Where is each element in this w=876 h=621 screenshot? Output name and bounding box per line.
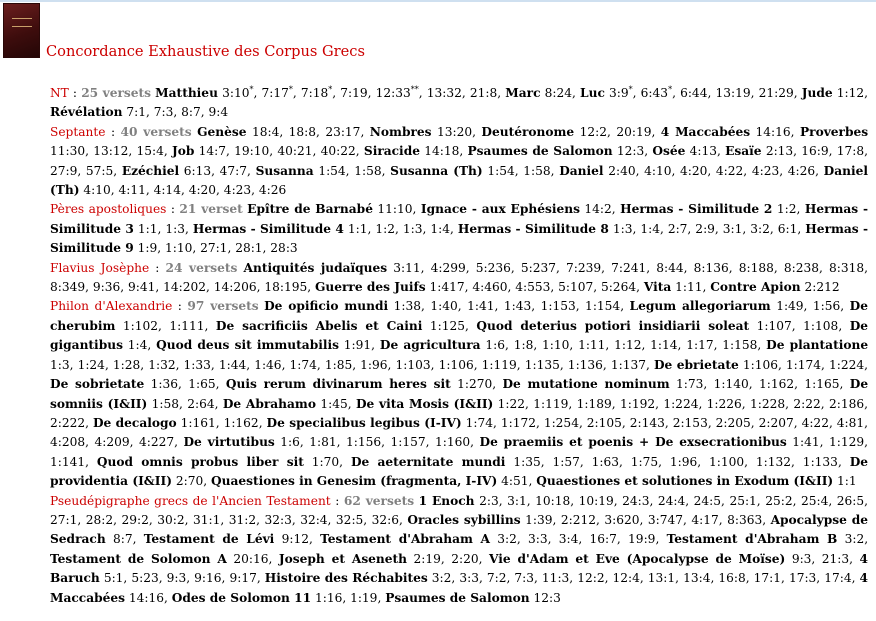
verse-refs: 12:3 [616,144,645,159]
verse-refs: 1:11 [675,280,703,295]
corpus-name[interactable]: Pères apostoliques [50,202,167,217]
work-title[interactable]: Testament d'Abraham A [320,532,490,547]
corpus-section: Septante : 40 versets Genèse 18:4, 18:8, 23:17, Nombres 13:20, Deutéronome 12:2, 20:19, 4 Maccabées 14:16, Proverbes 11:30, 13:12, 15:4, Job 14:7, 19:10, 40:21, 40:22, Siracide 14:18, Psaumes de Salomon 12:3, Osée 4:13, Esaïe 2:13, 16:9, 17:8, 27:9, 57:5, Ezéchiel 6:13, 47:7, Susanna 1:54, 1:58, Susanna (Th) 1:54, 1:58, Daniel 2:40, 4:10, 4:20, 4:22, 4:23, 4:26, Daniel (Th) 4:10, 4:11, 4:14, 4:20, 4:23, 4:26 [50,124,869,198]
work-title[interactable]: De ebrietate [653,357,739,372]
work-title[interactable]: 4 Maccabées [50,571,869,605]
work-title[interactable]: Susanna [255,163,314,178]
verse-refs: 1:70 [311,454,340,469]
verse-refs: 1:12 [836,86,865,100]
work-title[interactable]: Odes de Solomon 11 [171,590,312,605]
verse-refs: 20:16 [233,551,269,566]
verse-refs: 1:35, 1:57, 1:63, 1:75, 1:96, 1:100, 1:132, 1:133 [513,454,838,469]
verse-refs: 1:49, 1:56 [776,299,841,314]
work-title[interactable]: Révélation [50,105,123,120]
verse-refs: 4:51 [501,474,529,489]
verse-refs: 2:40, 4:10, 4:20, 4:22, 4:23, 4:26 [608,163,816,178]
verse-count: 21 verset [179,202,243,217]
work-title[interactable]: Ezéchiel [121,163,180,178]
work-title[interactable]: Legum allegoriarum [629,299,771,314]
verse-refs: 1:9, 1:10, 27:1, 28:1, 28:3 [137,241,298,256]
verse-refs: 14:2 [584,202,612,217]
work-title[interactable]: De somniis (I&II) [50,377,869,411]
verse-refs: 3:2, 3:3, 3:4, 16:7, 19:9 [497,532,656,547]
verse-refs: 8:24 [544,86,573,100]
verse-refs: 3:2, 3:3, 7:2, 7:3, 11:3, 12:2, 12:4, 13:1, 13:4, 16:8, 17:1, 17:3, 17:4 [431,571,852,586]
work-title[interactable]: Testament de Lévi [143,532,275,547]
verse-refs: 8:7 [112,532,133,547]
verse-refs: 14:16 [128,590,165,605]
work-title[interactable]: Daniel [559,163,604,178]
verse-refs: 4:10, 4:11, 4:14, 4:20, 4:23, 4:26 [83,183,287,198]
verse-refs: 1:58, 2:64 [151,396,215,411]
work-title[interactable]: Vita [643,280,672,295]
work-title[interactable]: Quod deus sit immutabilis [156,338,339,353]
corpus-section: Pseudépigraphe grecs de l'Ancien Testament : 62 versets 1 Enoch 2:3, 3:1, 10:18, 10:19, 24:3, 24:4, 24:5, 25:1, 25:2, 25:4, 26:5, 27:1, 28:2, 29:2, 30:2, 31:1, 31:2, 32:3, 32:4, 32:5, 32:6, Oracles sybillins 1:39, 2:212, 3:620, 3:747, 4:17, 8:363, Apocalypse de Sedrach 8:7, Testament de Lévi 9:12, Testament d'Abraham A 3:2, 3:3, 3:4, 16:7, 19:9, Testament d'Abraham B 3:2, Testament de Solomon A 20:16, Joseph et Aseneth 2:19, 2:20, Vie d'Adam et Eve (Apocalypse de Moïse) 9:3, 21:3, 4 Baruch 5:1, 5:23, 9:3, 9:16, 9:17, Histoire des Réchabites 3:2, 3:3, 7:2, 7:3, 11:3, 12:2, 12:4, 13:1, 13:4, 16:8, 17:1, 17:3, 17:4, 4 Maccabées 14:16, Odes de Solomon 11 1:16, 1:19, Psaumes de Salomon 12:3 [50,493,869,605]
work-title[interactable]: Hermas - Similitude 9 [50,221,869,256]
verse-refs: 1:54, 1:58 [318,163,382,178]
work-title[interactable]: 4 Maccabées [660,124,751,139]
verse-refs: 2:3, 3:1, 10:18, 10:19, 24:3, 24:4, 24:5, 25:1, 25:2, 25:4, 26:5, 27:1, 28:2, 29:2, 30:2, 31:1, 31:2, 32:3, 32:4, 32:5, 32:6 [50,493,868,527]
verse-refs: 1:54, 1:58 [487,163,551,178]
verse-refs: 3:11, 4:299, 5:236, 5:237, 7:239, 7:241, 8:44, 8:136, 8:188, 8:238, 8:318, 8:349, 9:36, 9:41, 14:202, 14:206, 18:195 [50,260,868,295]
top-border [0,0,876,2]
verse-count: 24 versets [165,260,238,275]
work-title[interactable]: Contre Apion [710,280,801,295]
work-title[interactable]: Quis rerum divinarum heres sit [225,377,451,392]
work-title[interactable]: Joseph et Aseneth [278,551,408,566]
work-title[interactable]: Esaïe [725,144,762,159]
book-cover-icon[interactable] [3,3,40,58]
work-title[interactable]: De cherubim [50,299,868,333]
verse-refs: 1:1, 1:2, 1:3, 1:4 [347,221,450,236]
corpus-name[interactable]: Septante [50,124,106,139]
work-title[interactable]: Psaumes de Salomon [467,144,613,159]
work-title[interactable]: Quod deterius potiori insidiarii soleat [476,318,750,333]
verse-refs: 12:3 [533,590,561,605]
verse-refs: 13:20 [436,124,473,139]
verse-refs: 3:2 [844,532,865,547]
work-title[interactable]: Siracide [363,144,420,159]
corpus-section: NT : 25 versets Matthieu 3:10*, 7:17*, 7:18*, 7:19, 12:33**, 13:32, 21:8, Marc 8:24, Luc 3:9*, 6:43*, 6:44, 13:19, 21:29, Jude 1:12, Révélation 7:1, 7:3, 8:7, 9:4 [50,84,869,120]
verse-count: 25 versets [81,86,152,100]
verse-refs: 5:1, 5:23, 9:3, 9:16, 9:17 [103,571,257,586]
corpus-name[interactable]: Pseudépigraphe grecs de l'Ancien Testament [50,493,331,508]
work-title[interactable]: Apocalypse de Sedrach [50,512,868,547]
work-title[interactable]: De vita Mosis (I&II) [355,396,494,411]
work-title[interactable]: De sobrietate [50,377,145,392]
work-title[interactable]: Matthieu [155,86,218,100]
verse-refs: 1:1 [837,474,857,489]
verse-refs: 1:1, 1:3 [137,221,185,236]
corpus-section: Philon d'Alexandrie : 97 versets De opificio mundi 1:38, 1:40, 1:41, 1:43, 1:153, 1:154, Legum allegoriarum 1:49, 1:56, De cherubim 1:102, 1:111, De sacrificiis Abelis et Caini 1:125, Quod deterius potiori insidiarii soleat 1:107, 1:108, De gigantibus 1:4, Quod deus sit immutabilis 1:91, De agricultura 1:6, 1:8, 1:10, 1:11, 1:12, 1:14, 1:17, 1:158, De plantatione 1:3, 1:24, 1:28, 1:32, 1:33, 1:44, 1:46, 1:74, 1:85, 1:96, 1:103, 1:106, 1:119, 1:135, 1:136, 1:137, De ebrietate 1:106, 1:174, 1:224, De sobrietate 1:36, 1:65, Quis rerum divinarum heres sit 1:270, De mutatione nominum 1:73, 1:140, 1:162, 1:165, De somniis (I&II) 1:58, 2:64, De Abrahamo 1:45, De vita Mosis (I&II) 1:22, 1:119, 1:189, 1:192, 1:224, 1:226, 1:228, 2:22, 2:186, 2:222, De decalogo 1:161, 1:162, De specialibus legibus (I-IV) 1:74, 1:172, 1:254, 2:105, 2:143, 2:153, 2:205, 2:207, 4:22, 4:81, 4:208, 4:209, 4:227, De virtutibus 1:6, 1:81, 1:156, 1:157, 1:160, De praemiis et poenis + De exsecrationibus 1:41, 1:129, 1:141, Quod omnis probus liber sit 1:70, De aeternitate mundi 1:35, 1:57, 1:63, 1:75, 1:96, 1:100, 1:132, 1:133, De providentia (I&II) 2:70, Quaestiones in Genesim (fragmenta, I-IV) 4:51, Quaestiones et solutiones in Exodum (I&II) 1:1 [50,299,869,489]
work-title[interactable]: De Abrahamo [222,396,316,411]
verse-refs: 14:18 [424,144,460,159]
work-title[interactable]: 4 Baruch [50,551,869,586]
verse-refs: 14:7, 19:10, 40:21, 40:22 [198,144,356,159]
verse-refs: 9:12 [281,532,309,547]
work-title[interactable]: Luc [580,86,605,100]
work-title[interactable]: Genèse [197,124,247,139]
verse-refs: 1:39, 2:212, 3:620, 3:747, 4:17, 8:363 [525,512,763,527]
corpus-name[interactable]: Flavius Josèphe [50,260,150,275]
work-title[interactable]: Histoire des Réchabites [264,571,428,586]
work-title[interactable]: Quaestiones in Genesim (fragmenta, I-IV) [210,474,498,489]
work-title[interactable]: De gigantibus [50,318,869,353]
verse-refs: 14:16 [755,124,791,139]
work-title[interactable]: De mutatione nominum [502,377,670,392]
work-title[interactable]: Hermas - Similitude 4 [192,221,344,236]
verse-refs: 1:161, 1:162 [180,415,259,430]
work-title[interactable]: De virtutibus [183,435,275,450]
verse-refs: 2:212 [804,280,840,295]
verse-refs: 1:125 [429,318,465,333]
work-title[interactable]: De agricultura [379,338,481,353]
verse-count: 97 versets [187,299,259,314]
verse-refs: 1:3, 1:4, 2:7, 2:9, 3:1, 3:2, 6:1 [612,221,798,236]
work-title[interactable]: Oracles sybillins [407,512,521,527]
verse-refs: 6:13, 47:7 [183,163,248,178]
verse-refs: 1:106, 1:174, 1:224 [742,357,865,372]
verse-refs: 7:1, 7:3, 8:7, 9:4 [126,105,229,120]
verse-refs: 1:73, 1:140, 1:162, 1:165 [676,377,840,392]
work-title[interactable]: De aeternitate mundi [350,454,506,469]
book-cover-ornament [12,18,32,27]
verse-refs: 1:74, 1:172, 1:254, 2:105, 2:143, 2:153, 2:205, 2:207, 4:22, 4:81, 4:208, 4:209, 4:227 [50,415,869,450]
work-title[interactable]: Ignace - aux Ephésiens [420,202,580,217]
work-title[interactable]: De specialibus legibus (I-IV) [266,415,462,430]
verse-refs: 1:41, 1:129, 1:141 [50,435,869,469]
work-title[interactable]: Jude [801,86,833,100]
verse-refs: 4:13 [689,144,717,159]
work-title[interactable]: Deutéronome [481,124,575,139]
work-title[interactable]: Hermas - Similitude 2 [620,202,773,217]
verse-refs: 2:13, 16:9, 17:8, 27:9, 57:5 [50,144,869,178]
corpus-name[interactable]: NT [50,86,69,100]
work-title[interactable]: Marc [505,86,541,100]
work-title[interactable]: De sacrificiis Abelis et Caini [215,318,423,333]
work-title[interactable]: Testament de Solomon A [50,551,227,566]
work-title[interactable]: De decalogo [92,415,177,430]
verse-refs: 1:36, 1:65 [150,377,216,392]
verse-refs: 1:16, 1:19 [314,590,378,605]
verse-refs: 11:30, 13:12, 15:4 [50,144,164,159]
verse-count: 40 versets [120,124,192,139]
work-title[interactable]: Susanna (Th) [390,163,483,178]
verse-refs: 1:2 [776,202,797,217]
work-title[interactable]: Proverbes [800,124,869,139]
verse-refs: 1:4 [127,338,148,353]
work-title[interactable]: De plantatione [766,338,869,353]
work-title[interactable]: 1 Enoch [418,493,475,508]
verse-refs: 2:70 [175,474,204,489]
verse-refs: 2:19, 2:20 [413,551,479,566]
verse-refs: 11:10 [377,202,413,217]
verse-refs: 18:4, 18:8, 23:17 [251,124,361,139]
work-title[interactable]: Hermas - Similitude 3 [50,202,869,236]
work-title[interactable]: Nombres [369,124,432,139]
verse-refs: 1:22, 1:119, 1:189, 1:192, 1:224, 1:226, 1:228, 2:22, 2:186, 2:222 [50,396,868,430]
concordance-list [50,84,868,608]
verse-count: 62 versets [343,493,415,508]
work-title[interactable]: Job [171,144,195,159]
work-title[interactable]: Vie d'Adam et Eve (Apocalypse de Moïse) [489,551,786,566]
verse-refs: 1:107, 1:108 [756,318,839,333]
verse-refs: 1:270 [457,377,493,392]
work-title[interactable]: De providentia (I&II) [50,454,869,489]
corpus-section: Pères apostoliques : 21 verset Epître de Barnabé 11:10, Ignace - aux Ephésiens 14:2, Hermas - Similitude 2 1:2, Hermas - Similitude 3 1:1, 1:3, Hermas - Similitude 4 1:1, 1:2, 1:3, 1:4, Hermas - Similitude 8 1:3, 1:4, 2:7, 2:9, 3:1, 3:2, 6:1, Hermas - Similitude 9 1:9, 1:10, 27:1, 28:1, 28:3 [50,202,869,256]
verse-refs: 1:91 [343,338,372,353]
verse-refs: 12:2, 20:19 [579,124,652,139]
work-title[interactable]: Hermas - Similitude 8 [457,221,609,236]
verse-refs: 9:3, 21:3 [791,551,850,566]
work-title[interactable]: De praemiis et poenis + De exsecrationibus [479,435,787,450]
work-title[interactable]: De opificio mundi [264,299,389,314]
work-title[interactable]: Quod omnis probus liber sit [96,454,304,469]
corpus-name[interactable]: Philon d'Alexandrie [50,299,173,314]
work-title[interactable]: Antiquités judaïques [243,260,388,275]
verse-refs: 1:38, 1:40, 1:41, 1:43, 1:153, 1:154 [393,299,621,314]
verse-refs: 1:102, 1:111 [122,318,205,333]
verse-refs: 1:3, 1:24, 1:28, 1:32, 1:33, 1:44, 1:46, 1:74, 1:85, 1:96, 1:103, 1:106, 1:119, 1:135, 1:136, 1:137 [50,357,647,372]
verse-refs: 1:6, 1:81, 1:156, 1:157, 1:160 [280,435,471,450]
verse-refs: 1:417, 4:460, 4:553, 5:107, 5:264 [429,280,637,295]
work-title[interactable]: Osée [652,144,686,159]
verse-refs: 3:9*, 6:43*, 6:44, 13:19, 21:29 [609,84,794,100]
work-title[interactable]: Quaestiones et solutiones in Exodum (I&II) [536,474,834,489]
work-title[interactable]: Daniel (Th) [50,163,869,198]
verse-refs: 1:45 [320,396,348,411]
work-title[interactable]: Psaumes de Salomon [385,590,530,605]
verse-refs: 3:10*, 7:17*, 7:18*, 7:19, 12:33**, 13:32, 21:8 [222,84,498,100]
page-title: Concordance Exhaustive des Corpus Grecs [46,43,365,60]
work-title[interactable]: Testament d'Abraham B [666,532,838,547]
work-title[interactable]: Guerre des Juifs [314,280,426,295]
verse-refs: 1:6, 1:8, 1:10, 1:11, 1:12, 1:14, 1:17, 1:158 [485,338,758,353]
work-title[interactable]: Epître de Barnabé [247,202,373,217]
corpus-section: Flavius Josèphe : 24 versets Antiquités judaïques 3:11, 4:299, 5:236, 5:237, 7:239, 7:241, 8:44, 8:136, 8:188, 8:238, 8:318, 8:349, 9:36, 9:41, 14:202, 14:206, 18:195, Guerre des Juifs 1:417, 4:460, 4:553, 5:107, 5:264, Vita 1:11, Contre Apion 2:212 [50,260,868,295]
